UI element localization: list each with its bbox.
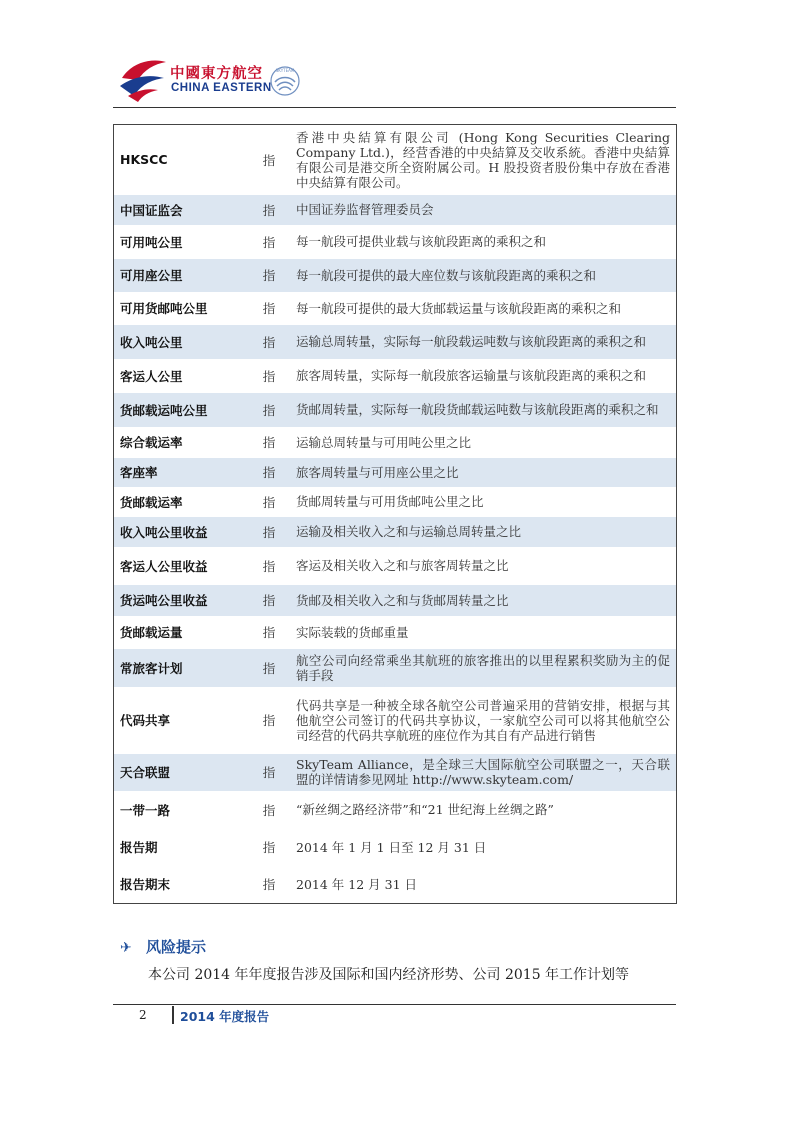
glossary-term: 常旅客计划 xyxy=(120,660,183,676)
china-eastern-logo xyxy=(118,56,303,104)
glossary-row xyxy=(114,292,677,325)
glossary-row xyxy=(114,687,677,754)
glossary-definition: 每一航段可提供的最大货邮载运量与该航段距离的乘积之和 xyxy=(296,300,622,316)
glossary-refers: 指 xyxy=(262,625,276,640)
glossary-row xyxy=(114,547,677,585)
glossary-definition: 每一航段可提供业载与该航段距离的乘积之和 xyxy=(296,234,547,249)
glossary-definition: 运输总周转量，实际每一航段载运吨数与该航段距离的乘积之和 xyxy=(296,334,647,349)
logo-english-name: CHINA EASTERN xyxy=(171,82,272,94)
glossary-row xyxy=(114,427,677,458)
glossary-definition: 每一航段可提供的最大座位数与该航段距离的乘积之和 xyxy=(296,267,597,283)
risk-heading xyxy=(120,936,206,957)
glossary-refers: 指 xyxy=(262,593,276,608)
glossary-definition: 旅客周转量与可用座公里之比 xyxy=(296,464,459,480)
glossary-term: 收入吨公里收益 xyxy=(120,524,208,540)
glossary-term: 综合载运率 xyxy=(120,435,183,450)
airplane-bullet-icon: ✈ xyxy=(120,940,132,956)
risk-paragraph: 本公司 2014 年年度报告涉及国际和国内经济形势、公司 2015 年工作计划等 xyxy=(148,967,630,983)
glossary-row xyxy=(114,649,677,687)
risk-heading-text: 风险提示 xyxy=(146,938,207,956)
glossary-row xyxy=(114,195,677,225)
glossary-term: 收入吨公里 xyxy=(120,334,183,350)
glossary-refers: 指 xyxy=(262,713,276,728)
footer-report-title: 2014 年度报告 xyxy=(180,1009,270,1024)
alliance-label: SKYTEAM xyxy=(275,68,295,73)
glossary-refers: 指 xyxy=(262,524,276,540)
glossary-term: 客运人公里收益 xyxy=(120,558,208,574)
glossary-term: 货邮载运率 xyxy=(120,494,183,510)
glossary-refers: 指 xyxy=(262,494,276,510)
glossary-definition: 香港中央結算有限公司 (Hong Kong Securities Clearing Company Ltd.)，经营香港的中央結算及交收系統。香港中央結算有限公司是港交所全资附属公司。H 股投资者股份集中存放在香港中央結算有限公司。 xyxy=(296,129,670,190)
glossary-refers: 指 xyxy=(262,660,276,676)
glossary-term: 可用吨公里 xyxy=(120,234,183,250)
glossary-row xyxy=(114,791,677,829)
glossary-row xyxy=(114,458,677,487)
glossary-definition: “新丝绸之路经济带”和“21 世纪海上丝绸之路” xyxy=(296,802,554,817)
glossary-term: 客座率 xyxy=(120,465,158,480)
glossary-refers: 指 xyxy=(262,558,276,574)
glossary-definition: 2014 年 1 月 1 日至 12 月 31 日 xyxy=(296,839,487,855)
glossary-term: 货邮载运吨公里 xyxy=(120,402,208,418)
glossary-term: 代码共享 xyxy=(120,713,171,728)
footer-divider xyxy=(113,1004,676,1005)
glossary-row xyxy=(114,125,677,195)
glossary-definition: 运输及相关收入之和与运输总周转量之比 xyxy=(296,524,522,539)
glossary-term: 可用座公里 xyxy=(120,268,183,283)
glossary-definition: 实际装载的货邮重量 xyxy=(296,624,409,640)
glossary-definition: 代码共享是一种被全球各航空公司普遍采用的营销安排，根据与其他航空公司签订的代码共享协议，一家航空公司可以将其他航空公司经营的代码共享航班的座位作为其自有产品进行销售 xyxy=(296,697,670,743)
glossary-term: 货运吨公里收益 xyxy=(120,593,208,608)
glossary-term: 天合联盟 xyxy=(120,765,171,780)
glossary-refers: 指 xyxy=(262,268,276,283)
glossary-row xyxy=(114,616,677,649)
glossary-refers: 指 xyxy=(262,152,276,168)
glossary-row xyxy=(114,393,677,427)
swallow-logo-icon xyxy=(118,56,168,104)
glossary-row xyxy=(114,754,677,791)
glossary-row xyxy=(114,359,677,393)
glossary-row xyxy=(114,866,677,904)
glossary-term: 中国证监会 xyxy=(120,202,183,218)
header-divider xyxy=(113,107,676,108)
glossary-term: 报告期 xyxy=(120,840,158,855)
glossary-refers: 指 xyxy=(262,402,276,418)
glossary-definition: 航空公司向经常乘坐其航班的旅客推出的以里程累积奖励为主的促销手段 xyxy=(296,652,670,683)
glossary-term: 可用货邮吨公里 xyxy=(120,301,208,316)
glossary-definition: 客运及相关收入之和与旅客周转量之比 xyxy=(296,558,509,573)
glossary-definition: 2014 年 12 月 31 日 xyxy=(296,876,417,892)
glossary-row xyxy=(114,487,677,517)
glossary-definition: 货邮周转量与可用货邮吨公里之比 xyxy=(296,494,484,509)
glossary-definition: 中国证券监督管理委员会 xyxy=(296,202,434,217)
logo-chinese-name: 中國東方航空 xyxy=(170,66,263,82)
glossary-term: 一带一路 xyxy=(120,802,171,818)
glossary-refers: 指 xyxy=(262,301,276,316)
glossary-definition: 运输总周转量与可用吨公里之比 xyxy=(296,434,472,450)
glossary-term: 货邮载运量 xyxy=(120,625,183,640)
glossary-refers: 指 xyxy=(262,334,276,350)
footer-separator xyxy=(172,1006,174,1024)
glossary-definition: 旅客周转量，实际每一航段旅客运输量与该航段距离的乘积之和 xyxy=(296,368,647,383)
glossary-row xyxy=(114,225,677,259)
glossary-refers: 指 xyxy=(262,765,276,780)
page-number: 2 xyxy=(139,1008,147,1022)
glossary-row xyxy=(114,517,677,547)
glossary-refers: 指 xyxy=(262,802,276,818)
glossary-refers: 指 xyxy=(262,435,276,450)
glossary-term: HKSCC xyxy=(120,152,168,168)
glossary-row xyxy=(114,585,677,616)
glossary-row xyxy=(114,829,677,866)
glossary-refers: 指 xyxy=(262,234,276,250)
glossary-term: 报告期末 xyxy=(120,877,171,893)
glossary-refers: 指 xyxy=(262,877,276,893)
glossary-row xyxy=(114,325,677,359)
glossary-refers: 指 xyxy=(262,368,276,384)
glossary-definition: 货邮周转量，实际每一航段货邮载运吨数与该航段距离的乘积之和 xyxy=(296,402,659,417)
glossary-row xyxy=(114,259,677,292)
glossary-refers: 指 xyxy=(262,840,276,855)
glossary-refers: 指 xyxy=(262,202,276,218)
glossary-definition: SkyTeam Alliance，是全球三大国际航空公司联盟之一，天合联盟的详情请参见网址 http://www.skyteam.com/ xyxy=(296,757,670,787)
glossary-refers: 指 xyxy=(262,465,276,480)
glossary-definition: 货邮及相关收入之和与货邮周转量之比 xyxy=(296,592,509,608)
glossary-term: 客运人公里 xyxy=(120,368,183,384)
glossary-table xyxy=(113,124,677,904)
skyteam-logo-icon xyxy=(268,64,302,98)
